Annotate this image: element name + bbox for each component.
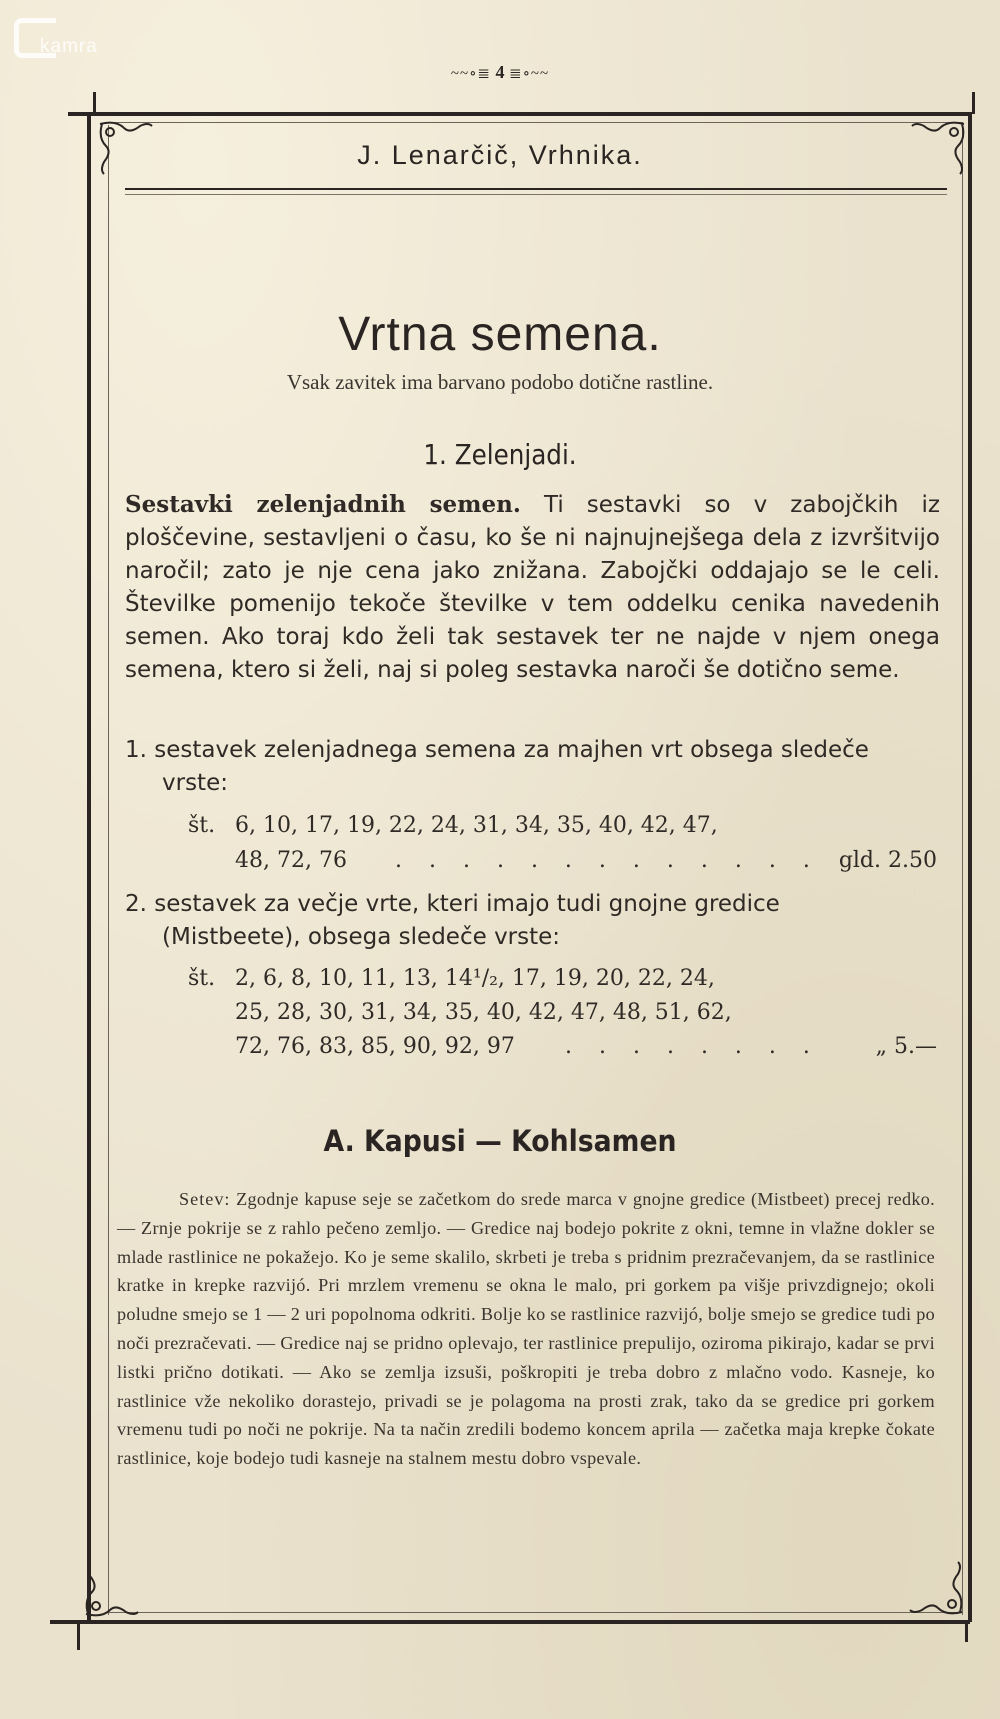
setev-lead: Setev: xyxy=(179,1189,231,1209)
kapusi-heading: A. Kapusi — Kohlsamen xyxy=(323,1124,677,1158)
price-label: „ 5.— xyxy=(875,1034,937,1059)
setev-paragraph xyxy=(117,1185,935,1473)
main-title: Vrtna semena. xyxy=(338,308,662,361)
intro-text: Ti sestavki so v zabojčkih iz ploščevine, sestavljeni o času, ko še ni najnujnejšega dela z izvršitvijo naročil; zato je nje cena jako znižana. Zabojčki oddajajo se le celi. Številke pomenijo tekoče številke v tem oddelku cenika navedenih semen. Ako toraj kdo želi tak sestavek ter ne najde v njem onega semena, ktero si želi, naj si poleg sestavka naroči še dotično seme. xyxy=(125,492,941,683)
list-item-text: 2. sestavek za večje vrte, kteri imajo tudi gnojne gredice (Mistbeete), obsega sledeče vrste: xyxy=(125,891,780,950)
numbers-prefix: št. xyxy=(188,966,216,991)
setev-text: Zgodnje kapuse seje se začetkom do srede marca v gnojne gredice (Mistbeet) precej redko. — Zrnje pokrije se z rahlo pečeno zemljo. — Gredice naj bodejo pokrite z okni, temne in vlažne dokler se mlade rastlinice ne pokažejo. Ko je seme skalilo, skrbeti je treba s pridnim prezračevanjem, da se rastlinice kratke in krepke razvijó. Pri mrzlem vremenu se okna le malo, pri gorkem pa višje privzdignejo; okoli poludne smejo se 1 — 2 uri popolnoma odkriti. Bolje ko se rastlinice razvijó, bolje smejo se gredice tudi po noči prezračevati. — Gredice naj se pridno oplevajo, ter rastlinice prepulijo, oziroma pikirajo, kadar se prvi listki prično dotikati. — Ako se zemlja izsuši, poškropiti je treba dobro z mlačno vodo. Kasneje, ko rastlinice vže nekoliko dorastejo, privadi se je polagoma na prosti zrak, tako da se gredice pri gorkem vremenu tudi po noči ne pokrije. Na ta način zredili bodemo koncem aprila — začetka maja krepke čokate rastlinice, koje bodejo tudi kasneje na stalnem mestu dobro vspevale. xyxy=(117,1189,935,1469)
list-item xyxy=(125,888,815,954)
intro-paragraph xyxy=(125,488,940,687)
list-item xyxy=(125,734,940,800)
numbers-line: 6, 10, 17, 19, 22, 24, 31, 34, 35, 40, 42, 47, xyxy=(235,813,718,838)
frame-bottom-left-tick xyxy=(77,1620,80,1650)
frame-right-tick xyxy=(972,92,975,114)
intro-lead: Sestavki zelenjadnih semen. xyxy=(125,491,521,518)
header-underline xyxy=(125,188,947,190)
frame-bottom-right-tick xyxy=(965,1620,968,1642)
header-title: J. Lenarčič, Vrhnika. xyxy=(357,140,643,170)
price-label: gld. 2.50 xyxy=(838,848,937,873)
header-underline-thin xyxy=(125,194,947,195)
corner-ornament-bottom-left-icon xyxy=(82,1560,142,1620)
kamra-logo-text: kamra xyxy=(40,36,98,57)
corner-ornament-bottom-right-icon xyxy=(906,1558,966,1618)
leader-dots: . . . . . . . . xyxy=(565,1034,820,1059)
kamra-watermark-logo xyxy=(14,14,106,60)
section-heading: 1. Zelenjadi. xyxy=(423,438,577,471)
subtitle: Vsak zavitek ima barvano podobo dotične rastline. xyxy=(286,370,714,394)
list-item-text: 1. sestavek zelenjadnega semena za majhen vrt obsega sledeče vrste: xyxy=(125,737,869,796)
leader-dots: . . . . . . . . . . . . . xyxy=(395,848,820,873)
numbers-prefix: št. xyxy=(188,813,216,838)
numbers-line: 2, 6, 8, 10, 11, 13, 14¹/₂, 17, 19, 20, 22, 24, xyxy=(235,966,715,991)
page-number xyxy=(0,62,1000,83)
numbers-line: 48, 72, 76 xyxy=(235,848,347,873)
page-number-left-ornament: ~~∘≣ xyxy=(450,66,491,82)
frame-left-tick xyxy=(93,92,96,114)
page-number-right-ornament: ≣∘~~ xyxy=(509,66,550,82)
page-number-value: 4 xyxy=(495,62,505,82)
numbers-line: 72, 76, 83, 85, 90, 92, 97 xyxy=(235,1034,515,1059)
numbers-line: 25, 28, 30, 31, 34, 35, 40, 42, 47, 48, 51, 62, xyxy=(235,1000,732,1025)
